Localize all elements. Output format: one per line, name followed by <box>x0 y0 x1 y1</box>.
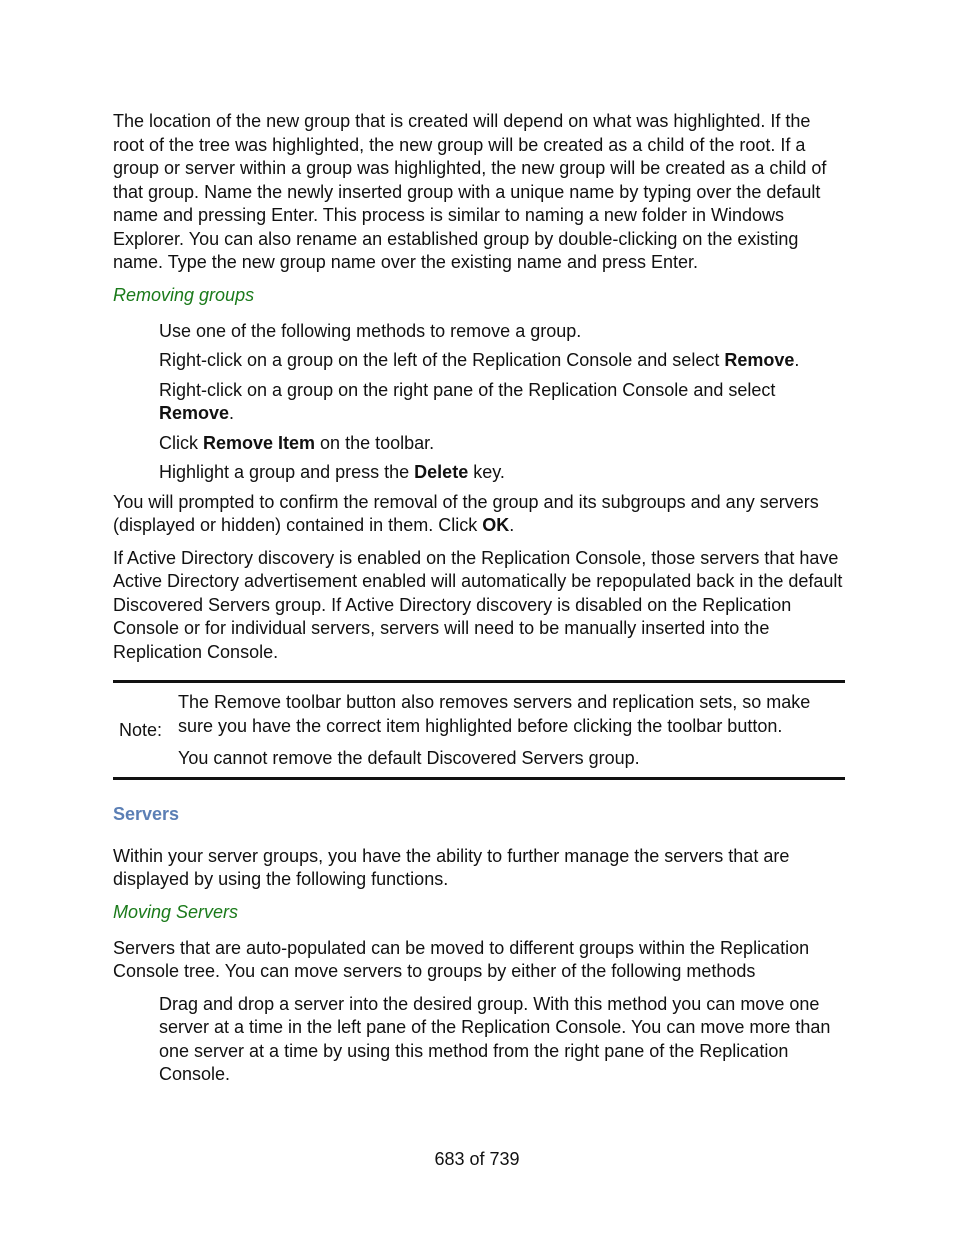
page-number: 683 of 739 <box>434 1149 520 1169</box>
list-item: Highlight a group and press the Delete key. <box>159 462 505 482</box>
note-line: You cannot remove the default Discovered Servers group. <box>178 748 640 768</box>
moving-servers-paragraph: Servers that are auto-populated can be moved to different groups within the Replication Console tree. You can move servers to groups by either of the following methods <box>113 937 810 981</box>
list-item: Right-click on a group on the right pane of the Replication Console and select Remove. <box>159 379 776 423</box>
servers-heading: Servers <box>113 803 180 824</box>
removing-groups-heading: Removing groups <box>113 284 255 305</box>
note-body <box>178 691 845 771</box>
confirm-paragraph: You will prompted to confirm the removal of the group and its subgroups and any servers (displayed or hidden) contained in them. Click OK. <box>113 491 819 535</box>
note-label: Note: <box>119 720 163 741</box>
moving-servers-heading: Moving Servers <box>113 901 239 922</box>
active-directory-paragraph: If Active Directory discovery is enabled on the Replication Console, those servers that have Active Directory advertisement enabled will automatically be repopulated back in the default Discovered Servers group. If Active Directory discovery is disabled on the Replication Console or for individual servers, servers will need to be manually inserted into the Replication Console. <box>113 547 843 662</box>
note-line: The Remove toolbar button also removes servers and replication sets, so make sure you have the correct item highlighted before clicking the toolbar button. <box>178 692 811 736</box>
list-item: Drag and drop a server into the desired group. With this method you can move one server at a time in the left pane of the Replication Console. You can move more than one server at a time by using this method from the right pane of the Replication Console. <box>159 993 831 1084</box>
removing-lead: Use one of the following methods to remove a group. <box>159 320 582 341</box>
list-item: Right-click on a group on the left of the Replication Console and select Remove. <box>159 350 800 370</box>
intro-paragraph: The location of the new group that is created will depend on what was highlighted. If the root of the tree was highlighted, the new group will be created as a child of the root. If a group or server within a group was highlighted, the new group will be created as a child of that group. Name the newly inserted group with a unique name by typing over the default name and pressing Enter. This process is similar to naming a new folder in Windows Explorer. You can also rename an established group by double-clicking on the existing name. Type the new group name over the existing name and press Enter. <box>113 111 827 272</box>
note-box <box>113 680 845 780</box>
servers-intro: Within your server groups, you have the ability to further manage the servers that are displayed by using the following functions. <box>113 845 790 889</box>
list-item: Click Remove Item on the toolbar. <box>159 432 435 453</box>
document-page <box>113 110 845 1093</box>
